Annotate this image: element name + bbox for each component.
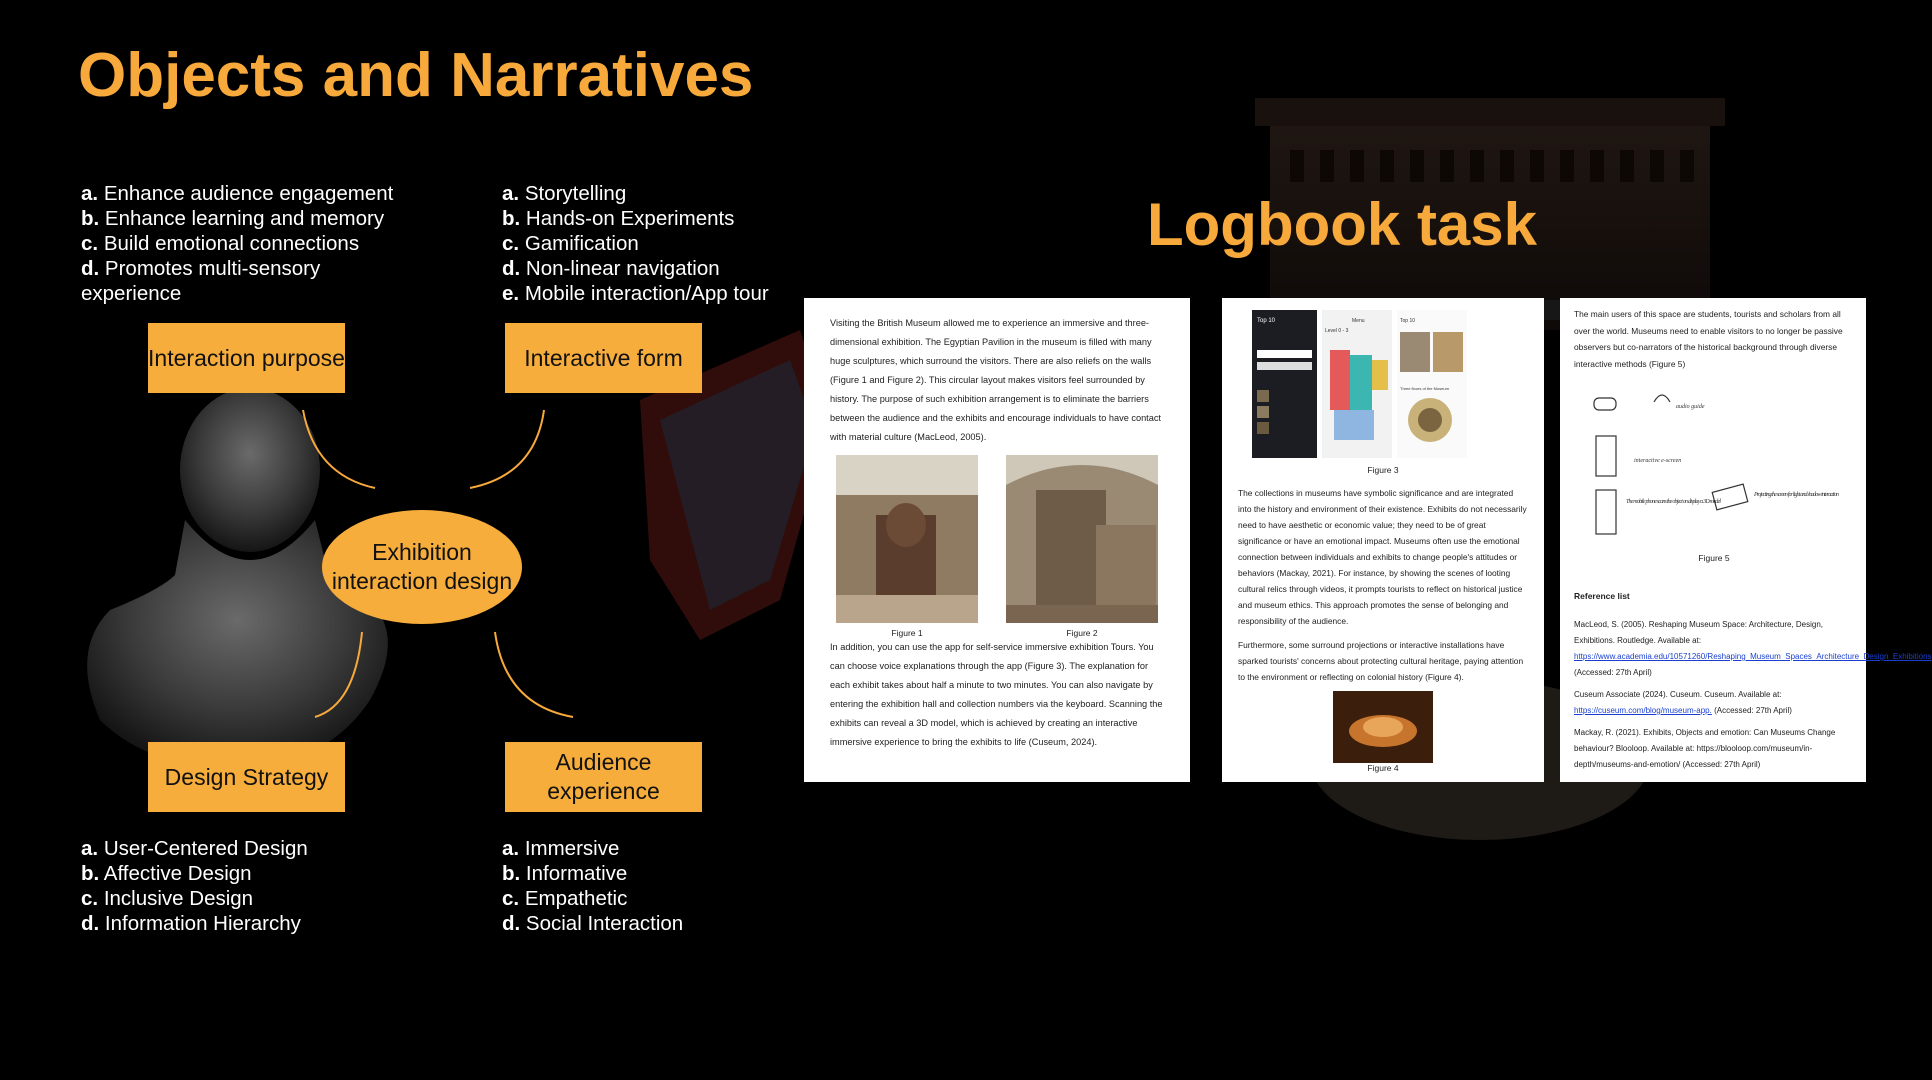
logbook-page-3 (1560, 298, 1932, 782)
list-letter: a. (81, 182, 99, 205)
list-letter: d. (81, 912, 100, 935)
reference-text: Mackay, R. (2021). Exhibits, Objects and emotion: Can Museums Change behaviour? Blooloop. Available at: (1574, 728, 1836, 753)
list-letter: d. (502, 912, 521, 935)
arc-top-right (470, 410, 544, 488)
list-text: Mobile interaction/App tour (524, 282, 769, 305)
list-letter: b. (502, 862, 521, 885)
sketch-note-escreen: interactive e-screen (1634, 458, 1682, 464)
list-text: Empathetic (524, 887, 628, 910)
sketch-note-phone: The mobile phone scans the object on display a 3D model (1626, 499, 1721, 505)
interactive-form-box: Interactive form (505, 323, 702, 393)
list-text: Informative (525, 862, 628, 885)
list-letter: b. (81, 207, 100, 230)
reference-accessed: https://blooloop.com/museum/in-depth/museums-and-emotion/ (Accessed: 27th April) (1574, 744, 1813, 769)
reference-accessed: (Accessed: 27th April) (1574, 668, 1652, 677)
reference-entry (1574, 687, 1854, 719)
list-text: Hands-on Experiments (525, 207, 735, 230)
figure-3-app-screens (1252, 310, 1542, 460)
list-text: Enhance learning and memory (104, 207, 385, 230)
list-letter: e. (502, 282, 520, 305)
list-text: Inclusive Design (103, 887, 254, 910)
reference-text: Cuseum Associate (2024). Cuseum. Cuseum. Available at: (1574, 690, 1782, 699)
list-text: Enhance audience engagement (103, 182, 394, 205)
figure-2-image (1006, 455, 1158, 623)
interaction-purpose-box: Interaction purpose (148, 323, 345, 393)
app-menu-label: Menu (1352, 318, 1365, 324)
app-floors-label: Three floors of the Museum (1400, 386, 1449, 391)
arc-top-left (303, 410, 375, 488)
audience-experience-box: Audience experience (505, 742, 702, 812)
list-text: Storytelling (524, 182, 627, 205)
list-text: Immersive (524, 837, 620, 860)
sketch-note-audio: audio guide (1676, 404, 1705, 410)
reference-entry (1574, 725, 1854, 773)
list-text: Gamification (524, 232, 639, 255)
figure-2-caption: Figure 2 (1066, 628, 1098, 638)
reference-link[interactable]: https://www.academia.edu/10571260/Reshaping_Museum_Spaces_Architecture_Design_Exhibitions (1574, 652, 1932, 661)
app-level-label: Level 0 - 3 (1325, 328, 1349, 334)
arc-bottom-left (315, 632, 362, 717)
reference-list-title: Reference list (1574, 591, 1630, 601)
page2-paragraph-2: Furthermore, some surround projections or interactive installations have sparked tourists' concerns about protecting cultural heritage, paying attention to the environment or reflecting on colonial history (Figure 4). (1238, 640, 1524, 682)
center-ellipse: Exhibition interaction design (322, 510, 522, 624)
list-text: Information Hierarchy (104, 912, 301, 935)
list-letter: a. (502, 182, 520, 205)
arc-bottom-right (495, 632, 573, 717)
page3-paragraph-1: The main users of this space are students, tourists and scholars from all over the world. Museums need to enable visitors to no longer be passive observers but co-narrators of the historical background through diverse interactive methods (Figure 5) (1574, 309, 1843, 369)
list-letter: c. (502, 887, 520, 910)
list-letter: a. (81, 837, 99, 860)
page2-paragraph-1: The collections in museums have symbolic significance and are integrated into the history and environment of their existence. Exhibits do not necessarily need to have aesthetic or economic value; they need to be of great significance or have an emotional impact. Museums often use the emotional connection between individuals and exhibits to change people's attitudes or behaviors (Mackay, 2021). For instance, by showing the scenes of looting cultural relics through videos, it prompts tourists to reflect on historical justice and museum ethics. This approach promotes the sense of belonging and responsibility of the audience. (1238, 488, 1527, 626)
figure-3-caption: Figure 3 (1367, 465, 1399, 475)
reference-entry (1574, 617, 1932, 681)
reference-text: MacLeod, S. (2005). Reshaping Museum Space: Architecture, Design, Exhibitions. Routledge. Available at: (1574, 620, 1824, 645)
list-text: User-Centered Design (103, 837, 308, 860)
logbook-page-2 (1222, 298, 1544, 782)
sketch-note-projection: Projecting the screen for light and shadow interaction (1754, 492, 1839, 498)
page1-paragraph-2: In addition, you can use the app for self-service immersive exhibition Tours. You can choose voice explanations through the app (Figure 3). The explanation for each exhibit takes about half a minute to two minutes. You can also navigate by entering the exhibition hall and collection numbers via the keyboard. Scanning the exhibits can reveal a 3D model, which is achieved by creating an interactive immersive experience to bring the exhibits to life (Cuseum, 2024). (830, 642, 1163, 747)
list-text: Promotes multi-sensory experience (81, 257, 321, 305)
figure-1-image (836, 455, 978, 623)
list-letter: c. (502, 232, 520, 255)
logbook-title: Logbook task (1147, 191, 1538, 258)
figure-5-caption: Figure 5 (1698, 553, 1730, 563)
list-letter: b. (502, 207, 521, 230)
list-letter: a. (502, 837, 520, 860)
list-text: Social Interaction (525, 912, 684, 935)
figure-4-caption: Figure 4 (1367, 763, 1399, 773)
reference-link[interactable]: https://cuseum.com/blog/museum-app. (1574, 706, 1712, 715)
app-top10-label: Top 10 (1257, 318, 1276, 324)
design-strategy-box: Design Strategy (148, 742, 345, 812)
list-letter: c. (81, 232, 99, 255)
page1-paragraph-1: Visiting the British Museum allowed me to experience an immersive and three-dimensional exhibition. The Egyptian Pavilion in the museum is filled with many huge sculptures, which surround the visitors. There are also reliefs on the walls (Figure 1 and Figure 2). This circular layout makes visitors feel surrounded by history. The purpose of such exhibition arrangement is to eliminate the barriers between the audience and the exhibits and encourage individuals to have contact with material culture (MacLeod, 2005). (830, 318, 1161, 442)
reference-list (1574, 617, 1932, 773)
figure-4-image (1333, 691, 1433, 763)
svg-text:Top 10: Top 10 (1400, 318, 1416, 324)
list-text: Build emotional connections (103, 232, 360, 255)
page-title: Objects and Narratives (78, 41, 754, 110)
list-text: Non-linear navigation (525, 257, 720, 280)
list-letter: b. (81, 862, 100, 885)
list-letter: d. (502, 257, 521, 280)
list-text: Affective Design (103, 862, 252, 885)
list-letter: c. (81, 887, 99, 910)
reference-accessed: (Accessed: 27th April) (1714, 706, 1792, 715)
logbook-page-1 (804, 298, 1190, 782)
list-letter: d. (81, 257, 100, 280)
figure-5-sketch (1574, 378, 1844, 548)
figure-1-caption: Figure 1 (891, 628, 923, 638)
